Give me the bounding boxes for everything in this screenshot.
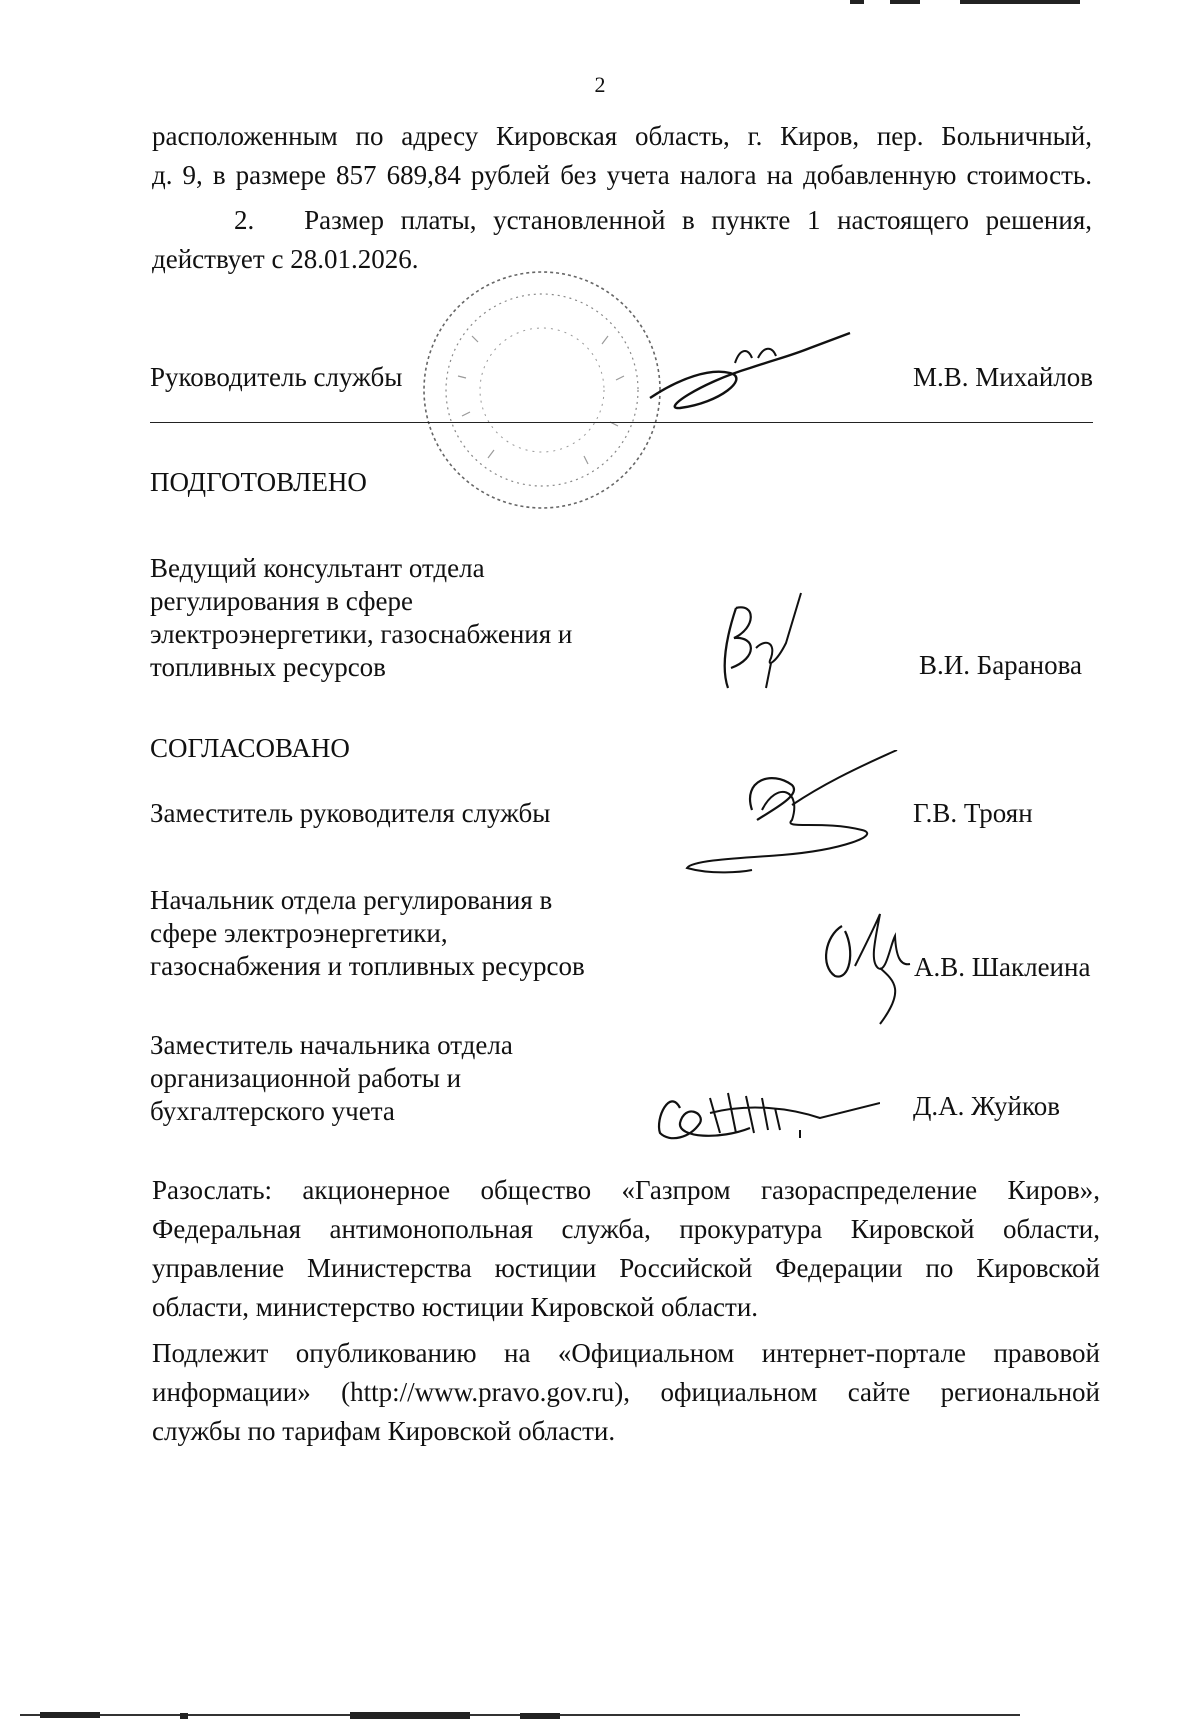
publication-paragraph [152,1334,1100,1451]
position-line: сфере электроэнергетики, [150,918,448,948]
paragraph-line: информации» (http://www.pravo.gov.ru), официальном сайте региональной [152,1377,1100,1407]
prepared-heading: ПОДГОТОВЛЕНО [150,467,367,497]
signature-mikhailov-icon [640,328,860,418]
position-line: Ведущий консультант отдела [150,553,485,583]
paragraph-address [152,117,1092,195]
agreed-position [150,1029,513,1128]
position-line: топливных ресурсов [150,652,386,682]
agreed-position [150,884,585,983]
paragraph-line-text: Размер платы, установленной в пункте 1 настоящего решения, [304,205,1092,235]
paragraph-line: д. 9, в размере 857 689,84 рублей без учета налога на добавленную стоимость. [152,160,1092,190]
paragraph-line: расположенным по адресу Кировская область, г. Киров, пер. Больничный, [152,121,1092,151]
agreed-name: А.В. Шаклеина [914,952,1091,982]
agreed-name: Д.А. Жуйков [913,1091,1060,1121]
paragraph-line: области, министерство юстиции Кировской области. [152,1292,759,1322]
signature-divider [150,422,1093,423]
paragraph-number: 2. [234,205,255,235]
prepared-name: В.И. Баранова [918,650,1082,680]
top-edge-marks [850,0,1080,6]
page-number: 2 [594,72,606,97]
paragraph-line: Разослать: акционерное общество «Газпром газораспределение Киров», [152,1175,1100,1205]
position-line: газоснабжения и топливных ресурсов [150,951,585,981]
agreed-heading: СОГЛАСОВАНО [150,733,350,763]
head-position: Руководитель службы [150,362,403,392]
position-line: бухгалтерского учета [150,1096,395,1126]
position-line: регулирования в сфере [150,586,414,616]
bottom-edge-marks [20,1711,1020,1721]
position-line: Заместитель руководителя службы [150,798,551,828]
prepared-position [150,552,572,684]
position-line: Заместитель начальника отдела [150,1030,513,1060]
round-seal-icon [418,266,666,514]
signature-zhuykov-icon [650,1068,880,1148]
distribution-paragraph [152,1171,1100,1327]
head-name: М.В. Михайлов [912,362,1093,392]
signature-troyan-icon [682,750,902,880]
position-line: Начальник отдела регулирования в [150,885,553,915]
paragraph-line [152,201,1092,240]
paragraph-line: Подлежит опубликованию на «Официальном интернет-портале правовой [152,1338,1100,1368]
paragraph-line: действует с 28.01.2026. [152,244,419,274]
paragraph-line: Федеральная антимонопольная служба, прокуратура Кировской области, [152,1214,1100,1244]
signature-shakleina-icon [820,906,915,1026]
position-line: электроэнергетики, газоснабжения и [150,619,573,649]
agreed-name: Г.В. Троян [913,798,1033,828]
signature-baranova-icon [716,588,806,698]
position-line: организационной работы и [150,1063,462,1093]
paragraph-line: управление Министерства юстиции Российской Федерации по Кировской [152,1253,1100,1283]
agreed-position [150,797,550,830]
paragraph-line: службы по тарифам Кировской области. [152,1416,616,1446]
